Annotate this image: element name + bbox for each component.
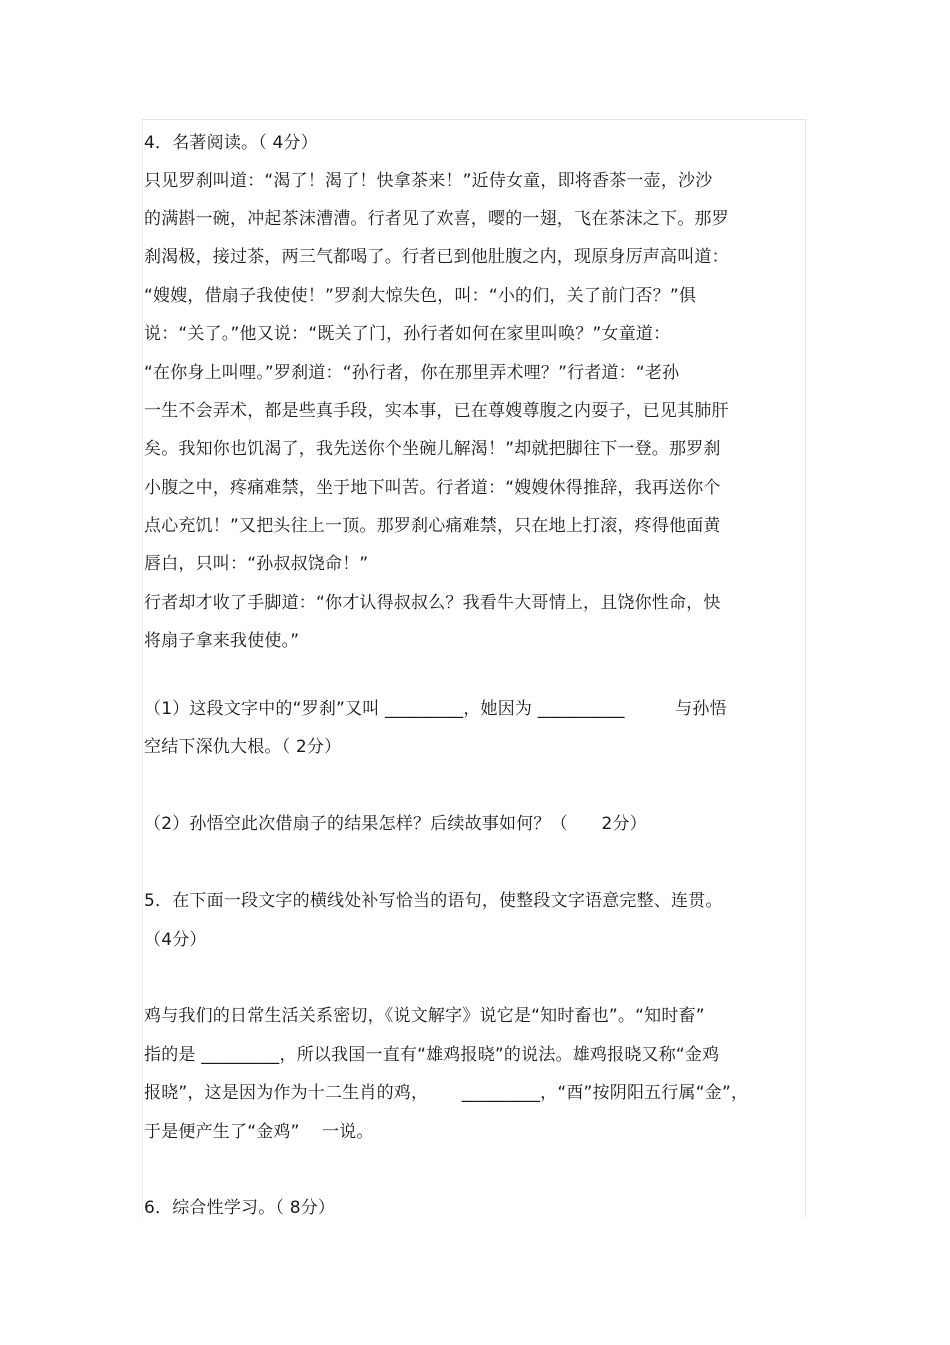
- q4-sub2: （2）孙悟空此次借扇子的结果怎样？后续故事如何？（ 2分）: [144, 814, 647, 834]
- q4-passage-line: 小腹之中，疼痛难禁，坐于地下叫苦。行者道：“嫂嫂休得推辞，我再送你个: [144, 478, 721, 498]
- q4-passage-line: 的满斟一碗，冲起茶沫漕漕。行者见了欢喜，嘤的一翅，飞在茶沫之下。那罗: [144, 209, 729, 229]
- q5-passage-line: 于是便产生了“金鸡” 一说。: [144, 1122, 374, 1142]
- q4-passage-line: “嫂嫂，借扇子我使使！”罗刹大惊失色，叫：“小的们，关了前门否？”俱: [144, 286, 697, 306]
- q4-sub1-line: （1）这段文字中的“罗刹”又叫 _________，她因为 __________ 与孙悟: [144, 699, 727, 719]
- question-5-title: 5．在下面一段文字的横线处补写恰当的语句，使整段文字语意完整、连贯。: [144, 891, 723, 911]
- q4-passage-line: 行者却才收了手脚道：“你才认得叔叔么？我看牛大哥情上，且饶你性命，快: [144, 593, 721, 613]
- q4-passage-line: 一生不会弄术，都是些真手段，实本事，已在尊嫂尊腹之内耍子，已见其肺肝: [144, 401, 729, 421]
- q4-passage-line: 唇白，只叫：“孙叔叔饶命！”: [144, 554, 369, 574]
- question-5-score: （4分）: [144, 930, 207, 950]
- q5-passage-line: 指的是 _________，所以我国一直有“雄鸡报晓”的说法。雄鸡报晓又称“金鸡: [144, 1045, 720, 1065]
- q4-passage-line: 点心充饥！”又把头往上一顶。那罗刹心痛难禁，只在地上打滚，疼得他面黄: [144, 516, 721, 536]
- question-4-title: 4．名著阅读。（ 4分）: [144, 133, 318, 153]
- q4-passage-line: 矣。我知你也饥渴了，我先送你个坐碗儿解渴！”却就把脚往下一登。那罗刹: [144, 439, 721, 459]
- q4-passage-line: 刹渴极，接过茶，两三气都喝了。行者已到他肚腹之内，现原身厉声高叫道：: [144, 247, 729, 267]
- question-6-title: 6．综合性学习。（ 8分）: [144, 1198, 336, 1218]
- q4-passage-line: 说：“关了。”他又说：“既关了门，孙行者如何在家里叫唤？”女童道：: [144, 324, 671, 344]
- q4-sub1-line: 空结下深仇大根。（ 2分）: [144, 737, 342, 757]
- q4-passage-line: 只见罗刹叫道：“渴了！渴了！快拿茶来！”近侍女童，即将香茶一壶，沙沙: [144, 171, 713, 191]
- q4-passage-line: “在你身上叫哩。”罗刹道：“孙行者，你在那里弄术哩？”行者道：“老孙: [144, 363, 680, 383]
- q5-passage-line: 报晓”，这是因为作为十二生肖的鸡， _________，“酉”按阴阳五行属“金”，: [144, 1083, 749, 1103]
- q4-passage-line: 将扇子拿来我使使。”: [144, 631, 300, 651]
- q5-passage-line: 鸡与我们的日常生活关系密切，《说文解字》说它是“知时畜也”。“知时畜”: [144, 1006, 705, 1026]
